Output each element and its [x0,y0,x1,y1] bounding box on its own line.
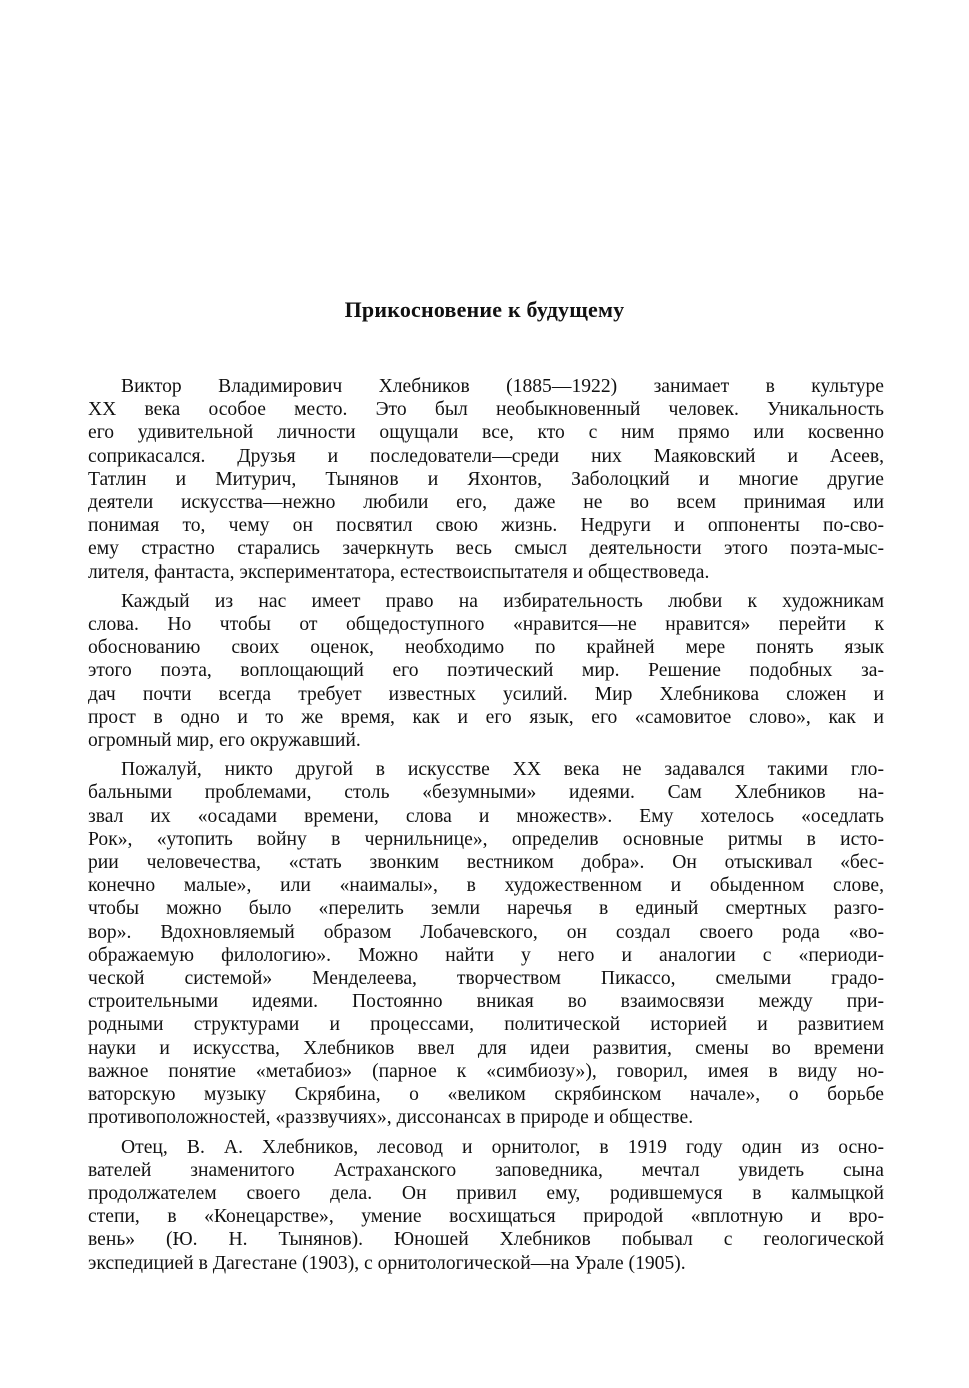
paragraph [88,1136,884,1275]
text-line: вор». Вдохновляемый образом Лобачевского, он создал своего рода «во- [88,921,884,943]
text-line: понимая то, чему он посвятил свою жизнь. Недруги и оппоненты по-сво- [88,515,884,537]
text-line: ему страстно старались зачеркнуть весь смысл деятельности этого поэта-мыс- [88,538,884,560]
page-title: Прикосновение к будущему [344,297,625,322]
text-line: ческой системой» Менделеева, творчеством Пикассо, смелыми градо- [88,968,884,990]
text-line: вень» (Ю. Н. Тынянов). Юношей Хлебников побывал с геологической [88,1229,884,1251]
text-line: вателей знаменитого Астраханского заповедника, мечтал увидеть сына [88,1159,884,1181]
text-line: Виктор Владимирович Хлебников (1885—1922) занимает в культуре [121,376,884,397]
text-line: экспедицией в Дагестане (1903), с орнитологической—на Урале (1905). [88,1252,686,1274]
text-line: конечно малые», или «наималы», в художественном и обыденном слове, [88,875,884,897]
text-line: родными структурами и процессами, политической историей и развитием [88,1014,884,1036]
text-line: дач почти всегда требует известных усилий. Мир Хлебникова сложен и [88,683,884,705]
text-line: его удивительной личности ощущали все, кто с ним прямо или косвенно [88,422,884,444]
text-line: обоснованию своих оценок, необходимо по крайней мере понять язык [88,637,884,659]
text-line: Татлин и Митурич, Тынянов и Яхонтов, Заболоцкий и многие другие [88,468,884,490]
text-line: степи, в «Конецарстве», умение восхищаться природой «вплотную и вро- [88,1206,884,1228]
text-line: науки и искусства, Хлебников ввел для идеи развития, смены во времени [88,1037,884,1059]
text-line: этого поэта, воплощающий его поэтический мир. Решение подобных за- [88,660,884,682]
text-line: ваторскую музыку Скрябина, о «великом скрябинском начале», о борьбе [88,1084,884,1106]
text-line: слова. Но чтобы от общедоступного «нравится—не нравится» перейти к [88,614,884,636]
text-line: Отец, В. А. Хлебников, лесовод и орнитолог, в 1919 году один из осно- [121,1136,884,1158]
text-line: огромный мир, его окружавший. [88,730,361,752]
text-line: лителя, фантаста, экспериментатора, естествоиспытателя и обществоведа. [88,561,710,583]
text-line: продолжателем своего дела. Он привил ему, родившемуся в калмыцкой [88,1182,884,1204]
text-line: Каждый из нас имеет право на избирательность любви к художникам [121,590,884,612]
text-line: строительными идеями. Постоянно вникая во взаимосвязи между при- [88,991,884,1013]
text-line: важное понятие «метабиоз» (парное к «симбиозу»), говорил, имея в виду но- [88,1060,884,1082]
text-line: деятели искусства—нежно любили его, даже не во всем принимая или [88,492,884,514]
text-line: соприкасался. Друзья и последователи—среди них Маяковский и Асеев, [88,445,884,467]
paragraph [88,758,884,1129]
paragraph [88,375,884,584]
paragraph [88,590,884,752]
text-line: звал их «осадами времени, слова и множеств». Ему хотелось «оседлать [88,805,884,827]
text-line: прост в одно и то же время, как и его язык, его «самовитое слово», как и [88,706,884,728]
text-line: ображаемую филологию». Можно найти у него и аналогии с «периоди- [88,944,884,966]
text-line: Рок», «утопить войну в чернильнице», определив основные ритмы в исто- [88,828,884,850]
text-line: Пожалуй, никто другой в искусстве XX века не задавался такими гло- [121,759,884,781]
text-line: рии человечества, «стать звонким вестником добра». Он отыскивал «бес- [88,852,884,874]
text-line: бальными проблемами, столь «безумными» идеями. Сам Хлебников на- [88,782,884,804]
text-line: противоположностей, «раззвучиях», диссонансах в природе и обществе. [88,1107,694,1129]
text-line: чтобы можно было «перелить земли наречья в единый смертных разго- [88,898,884,920]
article-body [88,375,884,1281]
text-line: XX века особое место. Это был необыкновенный человек. Уникальность [88,399,884,421]
